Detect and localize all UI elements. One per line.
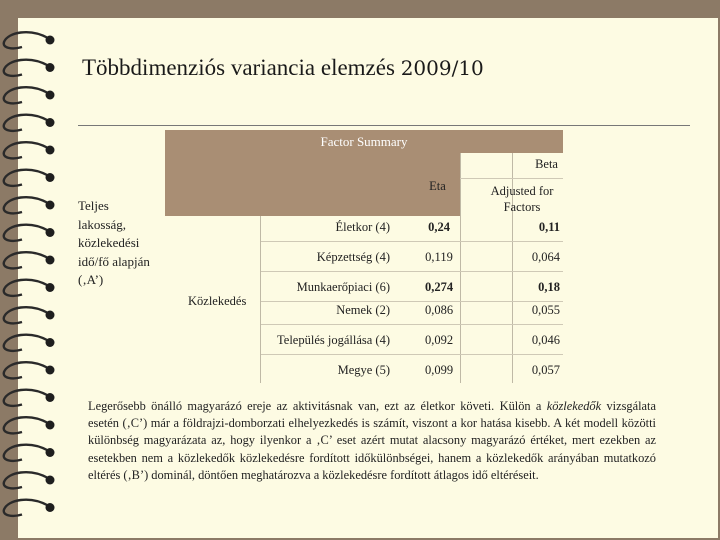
binding-hole xyxy=(46,366,55,375)
binding-ring xyxy=(4,472,48,488)
binding-hole xyxy=(46,146,55,155)
row-divider xyxy=(260,271,563,272)
eta-column-header: Eta xyxy=(429,179,446,193)
factor-group-label: Közlekedés xyxy=(188,294,247,308)
binding-hole xyxy=(46,36,55,45)
binding-hole xyxy=(46,91,55,100)
binding-ring xyxy=(4,142,48,158)
binding-hole xyxy=(46,256,55,265)
beta-value: 0,046 xyxy=(531,333,560,347)
binding-ring xyxy=(4,197,48,213)
eta-value: 0,24 xyxy=(428,220,450,234)
slide-title xyxy=(82,55,484,81)
beta-value: 0,18 xyxy=(538,280,560,294)
row-divider xyxy=(260,324,563,325)
binding-ring xyxy=(4,60,48,76)
binding-ring xyxy=(4,362,48,378)
binding-hole xyxy=(46,311,55,320)
beta-value: 0,064 xyxy=(531,250,560,264)
binding-hole xyxy=(46,476,55,485)
eta-value: 0,092 xyxy=(424,333,454,347)
explanation-paragraph: Legerősebb önálló magyarázó ereje az aktivitásnak van, ezt az életkor követi. Külön a közlekedők vizsgálata esetén (‚C’) már a földrajzi-domborzati elhelyezkedés is számít, viszont a kor hatása kisebb. A két modell közötti különbség magyarázata az, hogy ilyenkor a ‚C’ eset azért mutat alacsony magyarázó értéket, mert ezekben az esetekben nem a közlekedők közlekedésre fordított időkülönbségei, hanem a közlekedők arányában mutatkozó eltérés (‚B’) dominál, döntően meghatározva a közlekedésre fordított átlagos idő eltéréseit. xyxy=(88,399,656,482)
eta-value: 0,119 xyxy=(425,250,453,264)
binding-ring xyxy=(4,280,48,296)
binding-ring xyxy=(4,335,48,351)
row-divider xyxy=(260,301,563,302)
beta-value: 0,055 xyxy=(531,303,560,317)
binding-hole xyxy=(46,448,55,457)
row-divider xyxy=(260,354,563,355)
binding-ring xyxy=(4,500,48,516)
eta-value: 0,086 xyxy=(424,303,454,317)
binding-hole xyxy=(46,393,55,402)
binding-hole xyxy=(46,228,55,237)
beta-value: 0,11 xyxy=(538,220,560,234)
binding-hole xyxy=(46,118,55,127)
title-main: Többdimenziós variancia elemzés xyxy=(82,55,395,80)
binding-hole xyxy=(46,283,55,292)
beta-value: 0,057 xyxy=(531,363,560,377)
row-group-label: Teljes lakosság, közlekedési idő/fő alapján (‚A’) xyxy=(78,198,150,287)
binding-ring xyxy=(4,87,48,103)
factor-label: Nemek (2) xyxy=(336,303,390,317)
spiral-binding xyxy=(0,18,60,540)
binding-ring xyxy=(4,445,48,461)
beta-column-header: Beta xyxy=(535,157,558,171)
binding-ring xyxy=(4,307,48,323)
binding-hole xyxy=(46,63,55,72)
row-divider xyxy=(260,241,563,242)
binding-ring xyxy=(4,170,48,186)
title-year: 2009/10 xyxy=(400,56,484,80)
binding-ring xyxy=(4,390,48,406)
eta-value: 0,274 xyxy=(424,280,454,294)
eta-value: 0,099 xyxy=(424,363,454,377)
binding-hole xyxy=(46,421,55,430)
title-divider xyxy=(78,125,690,126)
binding-ring xyxy=(4,252,48,268)
factor-label: Munkaerőpiaci (6) xyxy=(296,280,390,294)
binding-hole xyxy=(46,201,55,210)
factor-summary-header: Factor Summary xyxy=(165,130,563,153)
binding-hole xyxy=(46,338,55,347)
binding-hole xyxy=(46,503,55,512)
binding-ring xyxy=(4,32,48,48)
binding-ring xyxy=(4,225,48,241)
factor-label: Település jogállása (4) xyxy=(277,333,390,347)
group-divider xyxy=(260,216,261,383)
header-divider xyxy=(460,178,563,179)
factor-label: Életkor (4) xyxy=(335,220,390,234)
binding-ring xyxy=(4,115,48,131)
beta-adjusted-label: Adjusted for Factors xyxy=(490,184,554,214)
factor-label: Képzettség (4) xyxy=(316,250,390,264)
column-divider xyxy=(460,153,461,383)
binding-ring xyxy=(4,417,48,433)
factor-label: Megye (5) xyxy=(337,363,390,377)
binding-hole xyxy=(46,173,55,182)
